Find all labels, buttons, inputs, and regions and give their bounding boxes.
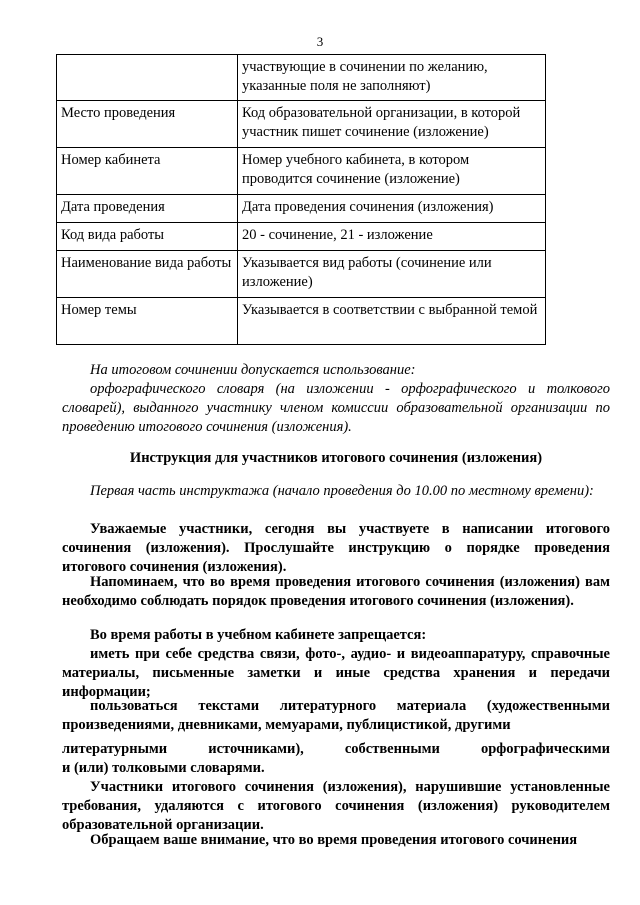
table-cell-field xyxy=(57,55,238,101)
paragraph-devices: иметь при себе средства связи, фото-, аудио- и видеоаппаратуру, справочные материалы, письменные заметки и иные средства хранения и передачи информации; xyxy=(62,646,610,700)
table-cell-field: Наименование вида работы xyxy=(57,251,238,298)
paragraph-dictionaries-line-1: литературными источниками), собственными орфографическими xyxy=(62,741,610,757)
table-cell-field: Место проведения xyxy=(57,101,238,148)
page-number: 3 xyxy=(316,34,324,49)
instruction-intro: Первая часть инструктажа (начало проведения до 10.00 по местному времени): xyxy=(90,483,594,499)
table-row xyxy=(57,251,546,298)
paragraph-greeting: Уважаемые участники, сегодня вы участвуете в написании итогового сочинения (изложения). Прослушайте инструкцию о порядке проведения итогового сочинения (изложения). xyxy=(62,521,610,575)
table-row xyxy=(57,298,546,345)
table-row xyxy=(57,195,546,223)
paragraph-dictionaries-line-2: и (или) толковыми словарями. xyxy=(62,760,265,776)
table-cell-description: участвующие в сочинении по желанию, указанные поля не заполняют) xyxy=(238,55,546,101)
table-row xyxy=(57,101,546,148)
table-row xyxy=(57,148,546,195)
table-row xyxy=(57,223,546,251)
table-cell-field: Код вида работы xyxy=(57,223,238,251)
table-cell-description: Номер учебного кабинета, в котором проводится сочинение (изложение) xyxy=(238,148,546,195)
note-body: орфографического словаря (на изложении - орфографического и толкового словарей), выданного участнику членом комиссии образовательной организации по проведению итогового сочинения (изложения). xyxy=(62,381,610,435)
paragraph-attention: Обращаем ваше внимание, что во время проведения итогового сочинения xyxy=(90,832,578,848)
table-cell-description: Указывается вид работы (сочинение или изложение) xyxy=(238,251,546,298)
table-cell-description: Указывается в соответствии с выбранной темой xyxy=(238,298,546,345)
paragraph-prohibited: Во время работы в учебном кабинете запрещается: xyxy=(90,627,427,643)
table-cell-description: Дата проведения сочинения (изложения) xyxy=(238,195,546,223)
table-cell-field: Номер темы xyxy=(57,298,238,345)
table-cell-description: Код образовательной организации, в которой участник пишет сочинение (изложение) xyxy=(238,101,546,148)
note-intro: На итоговом сочинении допускается использование: xyxy=(90,362,416,378)
paragraph-texts: пользоваться текстами литературного материала (художественными произведениями, дневниками, мемуарами, публицистикой, другими xyxy=(62,698,610,733)
paragraph-reminder: Напоминаем, что во время проведения итогового сочинения (изложения) вам необходимо соблюдать порядок проведения итогового сочинения (изложения). xyxy=(62,574,610,609)
table-cell-description: 20 - сочинение, 21 - изложение xyxy=(238,223,546,251)
table-row xyxy=(57,55,546,101)
table-cell-field: Дата проведения xyxy=(57,195,238,223)
table-cell-field: Номер кабинета xyxy=(57,148,238,195)
section-heading: Инструкция для участников итогового сочинения (изложения) xyxy=(129,450,543,466)
paragraph-violations: Участники итогового сочинения (изложения), нарушившие установленные требования, удаляются с итогового сочинения (изложения) руководителем образовательной организации. xyxy=(62,779,610,833)
fields-table xyxy=(56,54,546,345)
